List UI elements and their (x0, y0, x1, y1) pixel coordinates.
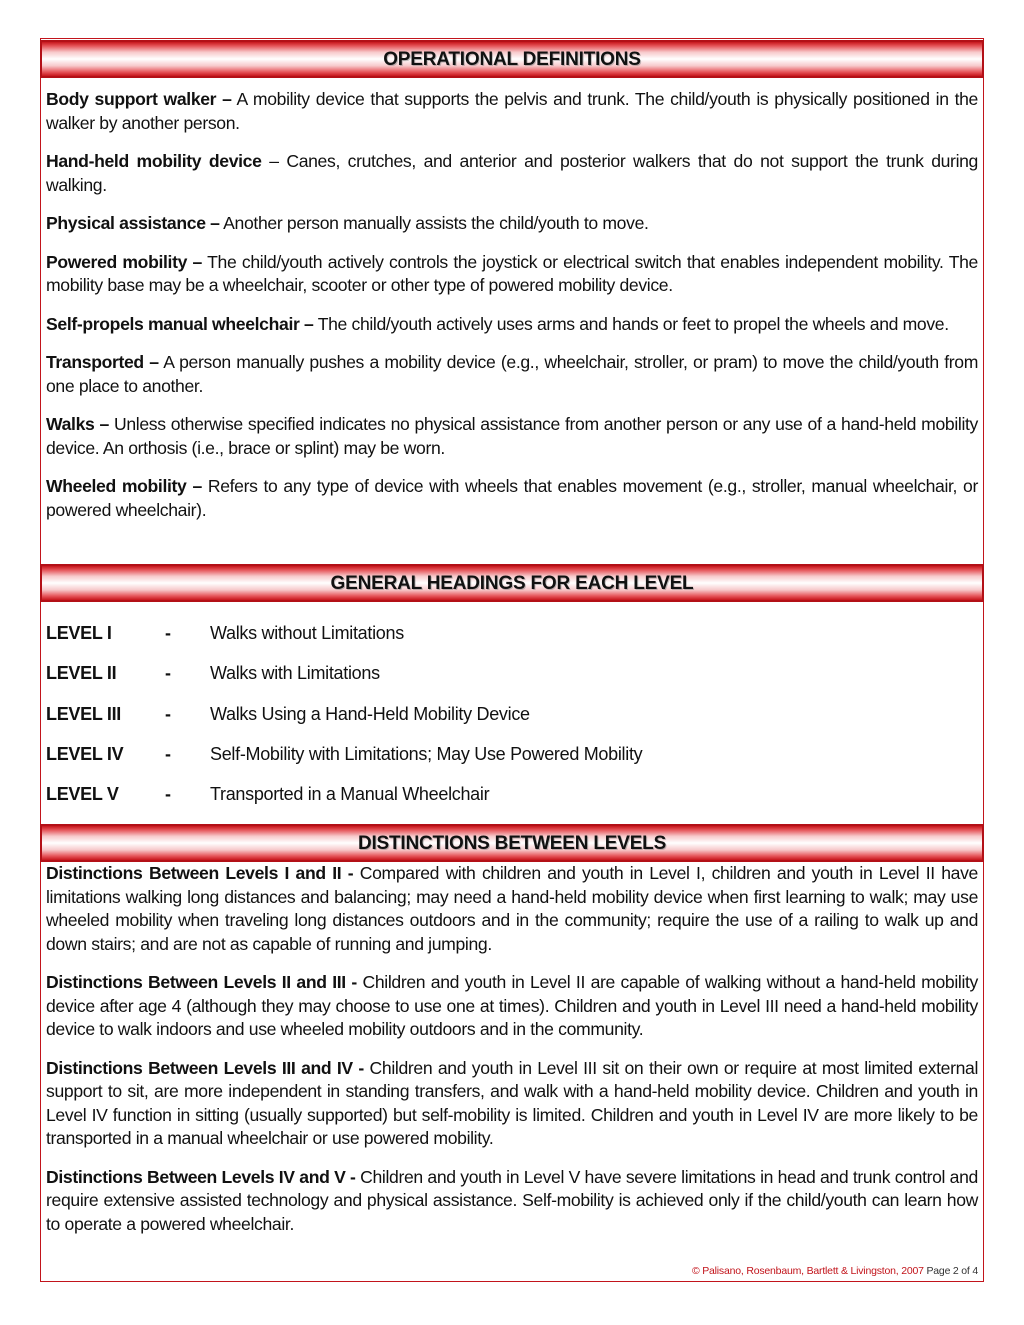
definition-term: Transported – (46, 352, 159, 372)
definition-item (46, 88, 978, 135)
level-dash: - (165, 743, 171, 764)
definition-text: – Canes, crutches, and anterior and posterior walkers that do not support the trunk during walking. (46, 151, 978, 195)
definition-item (46, 251, 978, 298)
distinction-item (46, 971, 978, 1042)
section-header-general-headings: GENERAL HEADINGS FOR EACH LEVEL (40, 564, 984, 602)
distinction-term: Distinctions Between Levels II and III - (46, 972, 357, 992)
level-row (46, 660, 978, 700)
level-description: Transported in a Manual Wheelchair (210, 784, 490, 805)
definition-term: Powered mobility – (46, 251, 202, 272)
definition-term: Physical assistance – (46, 213, 220, 233)
level-label: LEVEL IV (46, 743, 124, 764)
definition-text: The child/youth actively uses arms and hands or feet to propel the wheels and move. (313, 313, 949, 334)
level-label: LEVEL III (46, 703, 121, 724)
page-footer (692, 1265, 978, 1277)
distinction-text: Compared with children and youth in Level I, children and youth in Level II have limitations walking long distances and balancing; may need a hand-held mobility device when first learning to walk; may use wheeled mobility when traveling long distances outdoors and in the community; require the use of a railing to walk up and down stairs; and are not as capable of running and jumping. (46, 863, 978, 954)
definition-term: Hand-held mobility device (46, 151, 262, 171)
distinction-text: Children and youth in Level II are capable of walking without a hand-held mobility device after age 4 (although they may choose to use one at times). Children and youth in Level III need a hand-held mobility device to walk indoors and use wheeled mobility outdoors and in the community. (46, 972, 978, 1039)
level-description: Walks with Limitations (210, 663, 380, 684)
level-dash: - (165, 703, 171, 724)
level-label: LEVEL V (46, 784, 119, 805)
distinction-text: Children and youth in Level V have severe limitations in head and trunk control and require extensive assisted technology and physical assistance. Self-mobility is achieved only if the child/youth can learn how to operate a powered wheelchair. (46, 1166, 978, 1234)
definition-text: The child/youth actively controls the joystick or electrical switch that enables independent mobility. The mobility base may be a wheelchair, scooter or other type of powered mobility device. (46, 251, 978, 295)
definition-text: A mobility device that supports the pelvis and trunk. The child/youth is physically positioned in the walker by another person. (46, 89, 978, 133)
definition-text: A person manually pushes a mobility device (e.g., wheelchair, stroller, or pram) to move the child/youth from one place to another. (46, 352, 979, 396)
level-dash: - (165, 623, 171, 643)
level-label: LEVEL II (46, 663, 117, 684)
level-description: Self-Mobility with Limitations; May Use Powered Mobility (210, 743, 643, 764)
definitions-list (46, 88, 978, 537)
level-row (46, 741, 978, 781)
section-header-operational-definitions: OPERATIONAL DEFINITIONS (40, 40, 984, 78)
level-description: Walks without Limitations (210, 623, 404, 643)
level-row (46, 620, 978, 660)
definition-item (46, 212, 978, 236)
definition-term: Self-propels manual wheelchair – (46, 313, 314, 334)
definition-text: Another person manually assists the child/youth to move. (219, 213, 649, 233)
definition-item (46, 351, 978, 398)
distinctions-list (46, 862, 978, 1251)
definition-text: Refers to any type of device with wheels that enables movement (e.g., stroller, manual wheelchair, or powered wheelchair). (46, 476, 978, 520)
distinction-item (46, 862, 978, 956)
level-description: Walks Using a Hand-Held Mobility Device (210, 703, 530, 724)
definition-term: Wheeled mobility – (46, 476, 202, 496)
definition-text: Unless otherwise specified indicates no physical assistance from another person or any use of a hand-held mobility device. An orthosis (i.e., brace or splint) may be worn. (46, 414, 978, 458)
copyright-notice: © Palisano, Rosenbaum, Bartlett & Livingston, 2007 (691, 1265, 924, 1277)
page-number: Page 2 of 4 (923, 1265, 978, 1277)
level-row (46, 781, 978, 821)
distinction-term: Distinctions Between Levels IV and V - (46, 1166, 356, 1187)
distinction-item (46, 1166, 978, 1237)
definition-term: Walks – (46, 414, 109, 434)
level-dash: - (165, 663, 171, 684)
definition-item (46, 150, 978, 197)
level-row (46, 701, 978, 741)
definition-item (46, 313, 978, 337)
distinction-item (46, 1057, 978, 1151)
level-label: LEVEL I (46, 623, 112, 643)
definition-term: Body support walker – (46, 89, 232, 109)
section-header-distinctions: DISTINCTIONS BETWEEN LEVELS (40, 824, 984, 862)
distinction-term: Distinctions Between Levels I and II - (46, 863, 354, 883)
level-dash: - (165, 784, 171, 805)
levels-list (46, 620, 978, 821)
distinction-text: Children and youth in Level III sit on their own or require at most limited external support to sit, are more independent in standing transfers, and walk with a hand-held mobility device. Children and youth in Level IV function in sitting (usually supported) but self-mobility is limited. Children and youth in Level IV are more likely to be transported in a manual wheelchair or use powered mobility. (46, 1057, 979, 1148)
definition-item (46, 413, 978, 460)
distinction-term: Distinctions Between Levels III and IV - (46, 1057, 364, 1078)
definition-item (46, 475, 978, 522)
